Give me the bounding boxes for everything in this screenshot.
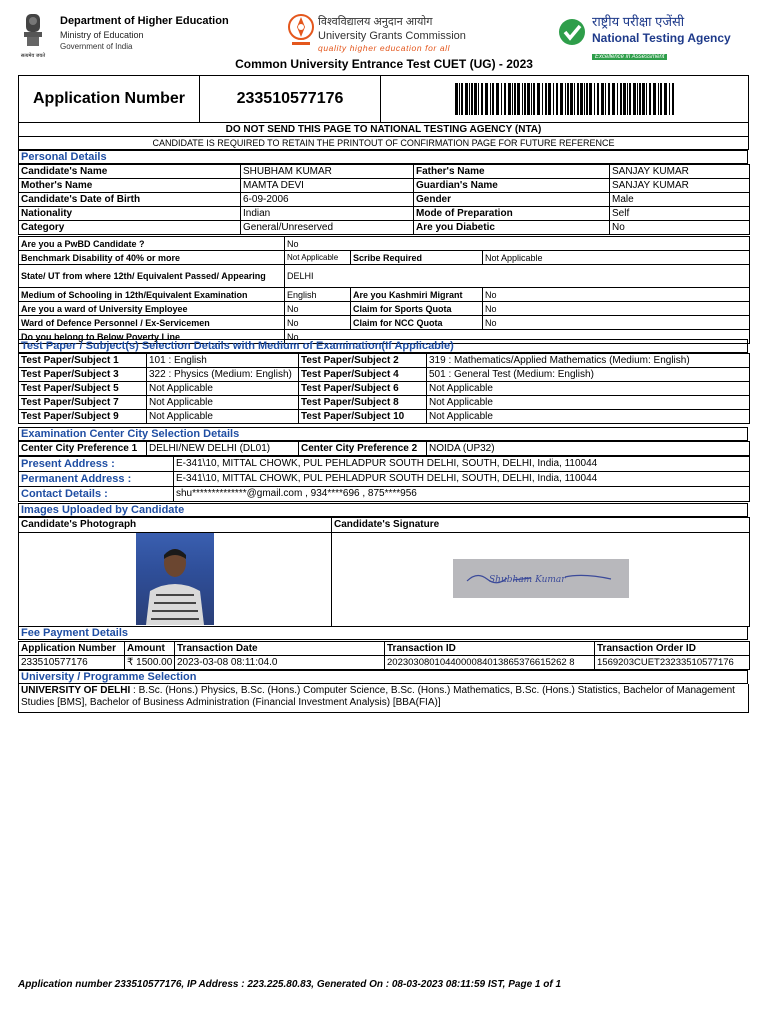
- barcode-bar: [639, 83, 641, 115]
- field-label: Nationality: [19, 207, 241, 221]
- subject-label: Test Paper/Subject 6: [299, 382, 427, 396]
- barcode-bar: [664, 83, 667, 115]
- subject-label: Test Paper/Subject 3: [19, 368, 147, 382]
- defence-value: No: [285, 316, 351, 330]
- barcode-bar: [481, 83, 483, 115]
- barcode-bar: [633, 83, 636, 115]
- barcode-bar: [504, 83, 506, 115]
- barcode-bar: [465, 83, 468, 115]
- subject-value: Not Applicable: [427, 382, 750, 396]
- page-footer: Application number 233510577176, IP Address : 223.225.80.83, Generated On : 08-03-2023 08:11:59 IST, Page 1 of 1: [18, 979, 562, 990]
- personal-details-heading: Personal Details: [18, 150, 748, 164]
- center-pref-2-label: Center City Preference 2: [299, 442, 427, 456]
- exam-center-heading: Examination Center City Selection Details: [18, 427, 748, 441]
- document-title: Common University Entrance Test CUET (UG) - 2023: [235, 57, 533, 71]
- field-value: MAMTA DEVI: [241, 179, 414, 193]
- barcode: [385, 79, 745, 119]
- subject-label: Test Paper/Subject 9: [19, 410, 147, 424]
- nta-name: National Testing Agency: [592, 31, 731, 45]
- signature-cell: [332, 533, 750, 627]
- barcode-bar: [527, 83, 530, 115]
- ncc-quota-value: No: [483, 316, 750, 330]
- barcode-bar: [605, 83, 606, 115]
- notice-line-1: DO NOT SEND THIS PAGE TO NATIONAL TESTING AGENCY (NTA): [225, 124, 542, 135]
- subject-value: Not Applicable: [427, 396, 750, 410]
- state-value: DELHI: [285, 265, 750, 288]
- barcode-bar: [601, 83, 604, 115]
- ugc-block: [318, 14, 466, 53]
- barcode-bar: [501, 83, 502, 115]
- sports-quota-value: No: [483, 302, 750, 316]
- barcode-bar: [672, 83, 674, 115]
- table-row: [19, 251, 750, 265]
- fee-header: Transaction Date: [175, 642, 385, 656]
- application-number-label: Application Number: [19, 76, 200, 123]
- candidate-photo: [136, 533, 214, 625]
- defence-label: Ward of Defence Personnel / Ex-Servicemen: [19, 316, 285, 330]
- nta-logo: [557, 17, 587, 47]
- barcode-bar: [492, 83, 494, 115]
- contact-details-value: shu**************@gmail.com , 934****696 , 875****956: [174, 487, 750, 502]
- barcode-bar: [574, 83, 575, 115]
- pwbd-label: Are you a PwBD Candidate ?: [19, 237, 285, 251]
- pwbd-value: No: [285, 237, 750, 251]
- barcode-bar: [660, 83, 662, 115]
- barcode-bar: [469, 83, 470, 115]
- subject-label: Test Paper/Subject 4: [299, 368, 427, 382]
- emblem-caption: सत्यमेव जयते: [20, 53, 46, 59]
- subject-label: Test Paper/Subject 5: [19, 382, 147, 396]
- barcode-bar: [565, 83, 566, 115]
- signature-text: Shubham Kumar: [489, 575, 566, 585]
- barcode-bar: [649, 83, 651, 115]
- programme-heading: University / Programme Selection: [18, 670, 748, 684]
- sports-quota-label: Claim for Sports Quota: [351, 302, 483, 316]
- subject-value: 101 : English: [147, 354, 299, 368]
- address-table: [18, 456, 750, 502]
- programme-box: [18, 684, 749, 713]
- field-value: No: [610, 221, 750, 235]
- barcode-bar: [512, 83, 513, 115]
- barcode-bar: [524, 83, 526, 115]
- barcode-bar: [537, 83, 540, 115]
- subject-label: Test Paper/Subject 7: [19, 396, 147, 410]
- barcode-bar: [461, 83, 463, 115]
- barcode-bar: [560, 83, 563, 115]
- center-pref-1-value: DELHI/NEW DELHI (DL01): [147, 442, 299, 456]
- field-label: Are you Diabetic: [414, 221, 610, 235]
- table-row: [19, 265, 750, 288]
- signature-label: Candidate's Signature: [332, 518, 750, 533]
- subject-value: Not Applicable: [147, 382, 299, 396]
- barcode-bar: [669, 83, 670, 115]
- programme-university: UNIVERSITY OF DELHI: [21, 685, 131, 696]
- table-row: [19, 237, 750, 251]
- field-label: Mother's Name: [19, 179, 241, 193]
- notice-line-2: CANDIDATE IS REQUIRED TO RETAIN THE PRINTOUT OF CONFIRMATION PAGE FOR FUTURE REFERENCE: [19, 136, 748, 149]
- barcode-bar: [608, 83, 610, 115]
- field-label: Gender: [414, 193, 610, 207]
- field-value: SANJAY KUMAR: [610, 179, 750, 193]
- medium-label: Medium of Schooling in 12th/Equivalent Examination: [19, 288, 285, 302]
- barcode-bar: [637, 83, 638, 115]
- dhe-block: [60, 15, 229, 51]
- field-label: Father's Name: [414, 165, 610, 179]
- barcode-bar: [455, 83, 458, 115]
- fee-value: 1569203CUET23233510577176: [595, 656, 750, 670]
- field-label: Candidate's Name: [19, 165, 241, 179]
- barcode-bar: [627, 83, 628, 115]
- table-row: [19, 396, 750, 410]
- barcode-bar: [617, 83, 618, 115]
- table-row: [19, 472, 750, 487]
- table-row: [19, 288, 750, 302]
- photo-label: Candidate's Photograph: [19, 518, 332, 533]
- table-row: [19, 642, 750, 656]
- benchmark-value: Not Applicable: [285, 251, 351, 265]
- table-row: [19, 442, 750, 456]
- dhe-title: Department of Higher Education: [60, 15, 229, 27]
- field-value: SANJAY KUMAR: [610, 165, 750, 179]
- barcode-bar: [471, 83, 473, 115]
- fee-header: Transaction ID: [385, 642, 595, 656]
- field-label: Mode of Preparation: [414, 207, 610, 221]
- subject-label: Test Paper/Subject 10: [299, 410, 427, 424]
- barcode-bar: [658, 83, 659, 115]
- table-row: [19, 302, 750, 316]
- table-row: [19, 207, 750, 221]
- barcode-bar: [531, 83, 532, 115]
- subject-value: Not Applicable: [147, 410, 299, 424]
- center-pref-2-value: NOIDA (UP32): [427, 442, 750, 456]
- bpl-label: Do you belong to Below Poverty Line: [19, 330, 285, 344]
- fee-value: 2023030801044000084013865376615262 8: [385, 656, 595, 670]
- barcode-bar: [553, 83, 554, 115]
- scribe-label: Scribe Required: [351, 251, 483, 265]
- ugc-logo: [287, 13, 315, 51]
- fee-header: Amount: [125, 642, 175, 656]
- fee-header: Transaction Order ID: [595, 642, 750, 656]
- subject-value: 501 : General Test (Medium: English): [427, 368, 750, 382]
- barcode-bar: [545, 83, 547, 115]
- subjects-table: [18, 353, 750, 424]
- subject-label: Test Paper/Subject 1: [19, 354, 147, 368]
- barcode-bar: [548, 83, 551, 115]
- field-label: Candidate's Date of Birth: [19, 193, 241, 207]
- barcode-bar: [496, 83, 499, 115]
- images-heading: Images Uploaded by Candidate: [18, 503, 748, 517]
- barcode-bar: [620, 83, 622, 115]
- subject-label: Test Paper/Subject 2: [299, 354, 427, 368]
- field-value: Self: [610, 207, 750, 221]
- table-row: [19, 382, 750, 396]
- permanent-address-value: E-341\10, MITTAL CHOWK, PUL PEHLADPUR SOUTH DELHI, SOUTH, DELHI, India, 110044: [174, 472, 750, 487]
- table-row: [19, 316, 750, 330]
- kashmiri-value: No: [483, 288, 750, 302]
- center-pref-1-label: Center City Preference 1: [19, 442, 147, 456]
- table-row: [19, 193, 750, 207]
- ugc-tagline: quality higher education for all: [318, 43, 451, 53]
- barcode-bar: [542, 83, 543, 115]
- barcode-bar: [522, 83, 523, 115]
- subjects-heading: Test Paper / Subject(s) Selection Details with Medium of Examination(If Applicable): [18, 339, 748, 353]
- barcode-bar: [474, 83, 477, 115]
- subject-label: Test Paper/Subject 8: [299, 396, 427, 410]
- nta-hindi-name: राष्ट्रीय परीक्षा एजेंसी: [592, 14, 685, 29]
- barcode-bar: [514, 83, 516, 115]
- dhe-government: Government of India: [60, 42, 133, 51]
- fee-value: ₹ 1500.00: [125, 656, 175, 670]
- field-value: 6-09-2006: [241, 193, 414, 207]
- table-row: [19, 410, 750, 424]
- images-table: [18, 517, 750, 627]
- permanent-address-label: Permanent Address :: [19, 472, 174, 487]
- fee-heading: Fee Payment Details: [18, 626, 748, 640]
- table-row: [19, 487, 750, 502]
- ward-university-label: Are you a ward of University Employee: [19, 302, 285, 316]
- field-label: Guardian's Name: [414, 179, 610, 193]
- ugc-name: University Grants Commission: [318, 30, 466, 42]
- fee-header: Application Number: [19, 642, 125, 656]
- personal-details-table: [18, 164, 750, 235]
- fee-table: [18, 641, 750, 670]
- barcode-bar: [478, 83, 479, 115]
- exam-center-table: [18, 441, 750, 456]
- field-value: Indian: [241, 207, 414, 221]
- barcode-bar: [533, 83, 535, 115]
- barcode-bar: [459, 83, 460, 115]
- fee-value: 233510577176: [19, 656, 125, 670]
- table-row: [19, 354, 750, 368]
- barcode-bar: [589, 83, 592, 115]
- barcode-bar: [586, 83, 588, 115]
- programme-courses: : B.Sc. (Hons.) Physics, B.Sc. (Hons.) Computer Science, B.Sc. (Hons.) Mathematics, B.Sc. (Hons.) Statistics, Bachelor of Management Studies [BMS], Bachelor of Business Administration (Financial Investment Analysis) [BBA(FIA)]: [21, 685, 735, 708]
- table-row: [19, 518, 750, 533]
- barcode-bar: [623, 83, 626, 115]
- ugc-hindi-name: विश्वविद्यालय अनुदान आयोग: [318, 16, 433, 28]
- field-label: Category: [19, 221, 241, 235]
- kashmiri-label: Are you Kashmiri Migrant: [351, 288, 483, 302]
- subject-value: 319 : Mathematics/Applied Mathematics (Medium: English): [427, 354, 750, 368]
- barcode-bar: [556, 83, 558, 115]
- field-value: SHUBHAM KUMAR: [241, 165, 414, 179]
- subject-value: 322 : Physics (Medium: English): [147, 368, 299, 382]
- medium-value: English: [285, 288, 351, 302]
- benchmark-label: Benchmark Disability of 40% or more: [19, 251, 285, 265]
- barcode-bar: [653, 83, 656, 115]
- scribe-value: Not Applicable: [483, 251, 750, 265]
- barcode-bar: [597, 83, 599, 115]
- barcode-bar: [508, 83, 511, 115]
- barcode-bar: [570, 83, 573, 115]
- barcode-bar: [517, 83, 520, 115]
- govt-emblem: [20, 12, 46, 58]
- subject-value: Not Applicable: [147, 396, 299, 410]
- candidate-signature: [453, 559, 629, 598]
- field-value: General/Unreserved: [241, 221, 414, 235]
- dhe-ministry: Ministry of Education: [60, 30, 144, 40]
- table-row: [19, 221, 750, 235]
- barcode-bar: [567, 83, 569, 115]
- barcode-cell: [381, 76, 749, 123]
- application-number-value: 233510577176: [200, 76, 381, 123]
- nta-tagline: Excellence in Assessment: [592, 54, 667, 60]
- table-row: [19, 656, 750, 670]
- barcode-bar: [642, 83, 645, 115]
- additional-details-table: [18, 236, 750, 344]
- barcode-bar: [594, 83, 595, 115]
- present-address-value: E-341\10, MITTAL CHOWK, PUL PEHLADPUR SOUTH DELHI, SOUTH, DELHI, India, 110044: [174, 457, 750, 472]
- subject-value: Not Applicable: [427, 410, 750, 424]
- present-address-label: Present Address :: [19, 457, 174, 472]
- contact-details-label: Contact Details :: [19, 487, 174, 502]
- table-row: [19, 457, 750, 472]
- fee-value: 2023-03-08 08:11:04.0: [175, 656, 385, 670]
- nta-block: [592, 12, 731, 63]
- photo-cell: [19, 533, 332, 627]
- barcode-bar: [580, 83, 583, 115]
- table-row: [19, 368, 750, 382]
- bpl-value: No: [285, 330, 750, 344]
- barcode-bar: [490, 83, 491, 115]
- barcode-bar: [577, 83, 579, 115]
- field-value: Male: [610, 193, 750, 207]
- ncc-quota-label: Claim for NCC Quota: [351, 316, 483, 330]
- state-label: State/ UT from where 12th/ Equivalent Passed/ Appearing: [19, 265, 285, 288]
- notice-box: [18, 123, 749, 150]
- barcode-bar: [629, 83, 631, 115]
- ward-university-value: No: [285, 302, 351, 316]
- barcode-bar: [485, 83, 488, 115]
- barcode-bar: [584, 83, 585, 115]
- table-row: [19, 533, 750, 627]
- barcode-bar: [646, 83, 647, 115]
- table-row: [19, 165, 750, 179]
- barcode-bar: [612, 83, 615, 115]
- application-number-box: [18, 75, 749, 123]
- table-row: [19, 179, 750, 193]
